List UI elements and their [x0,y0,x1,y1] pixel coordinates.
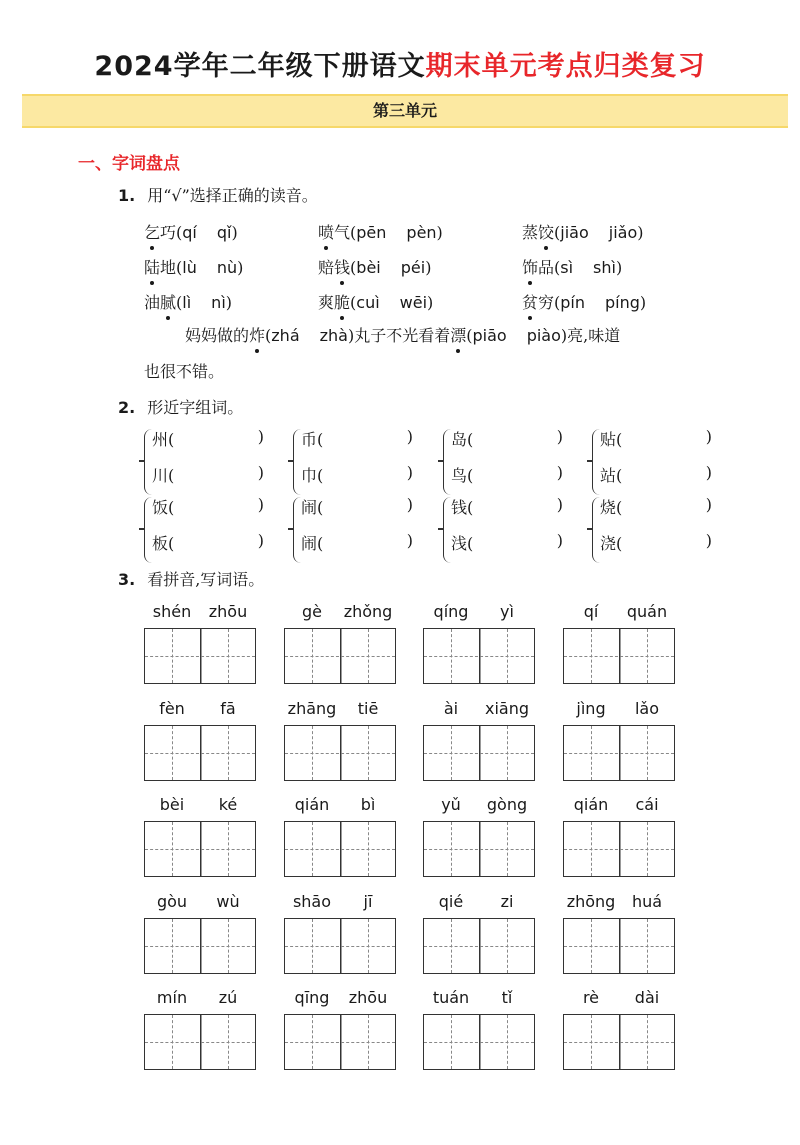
brace-mark [144,429,152,495]
word-part: ( [554,223,561,242]
pinyin-syllable: zú [218,988,238,1007]
pinyin-row [144,795,256,815]
pinyin-syllable: rè [582,988,600,1007]
brace-mark [443,497,451,563]
pinyin-option[interactable]: píng [605,293,640,312]
tianzige-grid[interactable] [423,628,535,684]
tianzige-grid[interactable] [563,628,675,684]
question-number: 3. [118,570,136,589]
tianzige-grid[interactable] [423,725,535,781]
brace-point [139,460,145,462]
bracket: ) [639,293,647,312]
bracket: ) [257,463,264,482]
bracket: ) [257,495,264,514]
pinyin-row [563,699,675,719]
pinyin-row [144,892,256,912]
pinyin-syllable: quán [626,602,668,621]
reading-choice-item [522,290,646,313]
pinyin-option[interactable]: cuì [356,293,380,312]
pinyin-syllable: qián [573,795,609,814]
word-blank-line[interactable] [600,495,712,518]
pinyin-syllable: tǐ [501,988,513,1007]
char-label: 浅( [451,534,474,553]
pinyin-syllable: qíng [433,602,469,621]
word-part: ( [176,293,183,312]
word-blank-line[interactable] [152,495,264,518]
pinyin-row [563,602,675,622]
word-part: ( [350,293,357,312]
brace-point [288,528,294,530]
word-part: 巧( [160,223,183,242]
tianzige-grid[interactable] [563,821,675,877]
sentence-text: )亮,味道 [560,326,621,345]
question-number: 2. [118,398,136,417]
tianzige-grid[interactable] [144,628,256,684]
dotted-char: 炸 [249,323,265,346]
char-label: 巾( [301,466,324,485]
pinyin-option[interactable]: qǐ [216,223,232,242]
reading-choice-item [144,220,238,243]
tianzige-grid[interactable] [144,725,256,781]
pinyin-option[interactable]: pín [560,293,586,312]
unit-banner: 第三单元 [22,94,788,128]
brace-point [587,460,593,462]
pinyin-row [284,602,396,622]
pinyin-option[interactable]: sì [560,258,574,277]
bracket: ) [705,427,712,446]
word-blank-line[interactable] [301,531,413,554]
dotted-char: 乞 [144,220,160,243]
reading-choice-item [522,220,644,243]
pinyin-syllable: jìng [576,698,606,718]
bracket: ) [556,531,563,550]
title-main: 2024学年二年级下册语文 [94,51,426,82]
tianzige-grid[interactable] [284,821,396,877]
similar-char-group [144,427,264,499]
word-blank-line[interactable] [301,427,413,450]
bracket: ) [257,427,264,446]
pinyin-row [423,988,535,1008]
char-label: 闹( [301,498,324,517]
brace-point [438,528,444,530]
brace-mark [293,429,301,495]
sentence-text: ( [466,326,473,345]
pinyin-row [423,892,535,912]
pinyin-syllable: ké [218,795,238,814]
tianzige-grid[interactable] [563,918,675,974]
pinyin-row [563,892,675,912]
dotted-char: 陆 [144,255,160,278]
bracket: ) [436,223,443,242]
pinyin-syllable: dài [634,988,660,1007]
word-blank-line[interactable] [301,463,413,486]
pinyin-syllable: shén [152,602,192,621]
bracket: ) [225,293,233,312]
word-blank-line[interactable] [451,495,563,518]
pinyin-option[interactable]: lù [182,258,197,277]
pinyin-row [563,795,675,815]
tianzige-grid[interactable] [284,918,396,974]
pinyin-option[interactable]: piào [526,326,561,345]
pinyin-option[interactable]: jiāo [560,223,589,242]
word-blank-line[interactable] [600,531,712,554]
pinyin-row [284,988,396,1008]
pinyin-syllable: qīng [294,988,330,1007]
pinyin-syllable: cái [635,795,659,814]
pinyin-syllable: gòng [486,795,528,814]
similar-char-group [592,495,712,567]
bracket: ) [406,427,413,446]
dotted-char: 钱 [334,255,350,278]
bracket: ) [615,258,623,277]
pinyin-option[interactable]: péi [400,258,426,277]
pinyin-syllable: xiāng [484,698,529,718]
bracket: ) [705,495,712,514]
tianzige-grid[interactable] [423,1014,535,1070]
dotted-char: 腻 [160,290,176,313]
reading-choice-item [318,290,433,313]
bracket: ) [427,293,434,312]
pinyin-syllable: fèn [159,698,185,718]
word-blank-line[interactable] [600,427,712,450]
reading-choice-item [144,255,243,278]
pinyin-syllable: zhāng [287,698,337,718]
pinyin-option[interactable]: pèn [406,223,437,242]
sentence-line-1 [185,323,620,346]
similar-char-group [592,427,712,499]
pinyin-syllable: bì [360,795,376,814]
pinyin-syllable: zhōu [348,988,388,1007]
brace-mark [592,497,600,563]
tianzige-grid[interactable] [284,1014,396,1070]
pinyin-syllable: zi [500,891,514,911]
reading-choice-item [318,220,443,243]
brace-mark [443,429,451,495]
question-number: 1. [118,186,136,205]
pinyin-option[interactable]: zhà [319,326,348,345]
pinyin-row [284,795,396,815]
bracket: ) [406,495,413,514]
bracket: ) [237,258,244,277]
pinyin-syllable: gè [302,602,322,621]
tianzige-grid[interactable] [423,821,535,877]
similar-char-group [293,495,413,567]
word-blank-line[interactable] [451,531,563,554]
pinyin-syllable: wù [216,891,240,911]
char-label: 闹( [301,534,324,553]
question-text: 形近字组词。 [147,398,244,417]
char-label: 贴( [600,430,623,449]
char-label: 钱( [451,498,474,517]
bracket: ) [556,463,563,482]
char-label: 币( [301,430,324,449]
dotted-char: 漂 [450,323,466,346]
tianzige-grid[interactable] [284,725,396,781]
pinyin-syllable: yì [500,602,514,621]
pinyin-option[interactable]: zhá [271,326,300,345]
pinyin-syllable: yǔ [441,795,461,814]
word-part: 蒸 [522,223,539,242]
pinyin-option[interactable]: wēi [399,293,428,312]
pinyin-syllable: zhǒng [343,602,393,621]
question-text: 看拼音,写词语。 [147,570,265,589]
bracket: ) [637,223,644,242]
bracket: ) [705,531,712,550]
brace-point [139,528,145,530]
pinyin-syllable: ài [443,698,459,718]
word-part: 赔 [318,258,335,277]
similar-char-group [293,427,413,499]
sentence-text: 妈妈做的 [185,326,250,345]
word-part: 地( [160,258,183,277]
brace-point [587,528,593,530]
brace-point [288,460,294,462]
dotted-char: 脆 [334,290,350,313]
pinyin-row [563,988,675,1008]
tianzige-grid[interactable] [284,628,396,684]
similar-char-group [443,427,563,499]
bracket: ) [231,223,238,242]
tianzige-grid[interactable] [563,725,675,781]
char-label: 饭( [152,498,175,517]
title-highlight: 期末单元考点归类复习 [425,51,706,82]
pinyin-syllable: bèi [159,795,185,814]
char-label: 浇( [600,534,623,553]
word-blank-line[interactable] [152,427,264,450]
word-blank-line[interactable] [152,463,264,486]
word-part: 爽 [318,293,335,312]
word-part: 穷( [538,293,561,312]
pinyin-row [284,699,396,719]
pinyin-row [144,988,256,1008]
char-label: 岛( [451,430,474,449]
bracket: ) [556,495,563,514]
char-label: 鸟( [451,466,474,485]
pinyin-syllable: tuán [432,988,470,1007]
pinyin-option[interactable]: piāo [472,326,507,345]
char-label: 州( [152,430,175,449]
word-part: 气( [334,223,357,242]
pinyin-row [423,602,535,622]
brace-mark [293,497,301,563]
bracket: ) [705,463,712,482]
reading-choice-item [522,255,622,278]
pinyin-option[interactable]: pēn [356,223,387,242]
pinyin-syllable: zhōng [566,891,616,911]
pinyin-syllable: lǎo [634,698,660,718]
pinyin-option[interactable]: jiǎo [608,223,638,242]
pinyin-option[interactable]: qí [182,223,197,242]
brace-mark [592,429,600,495]
word-blank-line[interactable] [152,531,264,554]
word-part: ( [350,258,357,277]
word-part: 油 [144,293,161,312]
sentence-text: ( [265,326,272,345]
pinyin-syllable: fā [220,698,236,718]
question-2-heading [118,395,243,418]
tianzige-grid[interactable] [423,918,535,974]
pinyin-syllable: qián [294,795,330,814]
similar-char-group [443,495,563,567]
pinyin-syllable: huá [631,891,663,911]
reading-choice-item [318,255,431,278]
pinyin-option[interactable]: bèi [356,258,381,277]
pinyin-row [423,795,535,815]
tianzige-grid[interactable] [144,918,256,974]
brace-mark [144,497,152,563]
pinyin-row [284,892,396,912]
sentence-text: )丸子不光看着 [347,326,451,345]
sentence-line-2: 也很不错。 [144,362,225,381]
pinyin-syllable: qí [583,602,599,621]
pinyin-syllable: jī [363,891,373,911]
char-label: 板( [152,534,175,553]
word-blank-line[interactable] [451,427,563,450]
bracket: ) [406,463,413,482]
pinyin-option[interactable]: nù [216,258,238,277]
dotted-char: 饰 [522,255,538,278]
pinyin-option[interactable]: nì [211,293,226,312]
page-title [0,44,800,83]
char-label: 川( [152,466,175,485]
dotted-char: 饺 [538,220,554,243]
pinyin-syllable: gòu [156,891,188,911]
reading-choice-item [144,290,232,313]
section-heading: 一、字词盘点 [78,154,180,174]
char-label: 站( [600,466,623,485]
pinyin-syllable: shāo [292,891,332,911]
bracket: ) [406,531,413,550]
bracket: ) [556,427,563,446]
pinyin-syllable: zhōu [208,602,248,621]
bracket: ) [257,531,264,550]
pinyin-option[interactable]: lì [182,293,192,312]
char-label: 烧( [600,498,623,517]
pinyin-row [423,699,535,719]
tianzige-grid[interactable] [563,1014,675,1070]
pinyin-syllable: tiē [357,698,379,718]
dotted-char: 喷 [318,220,334,243]
word-part: 品( [538,258,561,277]
word-blank-line[interactable] [451,463,563,486]
pinyin-row [144,602,256,622]
bracket: ) [425,258,432,277]
dotted-char: 贫 [522,290,538,313]
question-3-heading [118,567,264,590]
question-text: 用“√”选择正确的读音。 [147,186,318,205]
pinyin-row [144,699,256,719]
question-1-heading [118,183,318,206]
pinyin-syllable: qié [438,891,464,911]
word-blank-line[interactable] [301,495,413,518]
pinyin-option[interactable]: shì [593,258,616,277]
word-blank-line[interactable] [600,463,712,486]
pinyin-syllable: mín [156,988,188,1007]
tianzige-grid[interactable] [144,1014,256,1070]
similar-char-group [144,495,264,567]
brace-point [438,460,444,462]
tianzige-grid[interactable] [144,821,256,877]
